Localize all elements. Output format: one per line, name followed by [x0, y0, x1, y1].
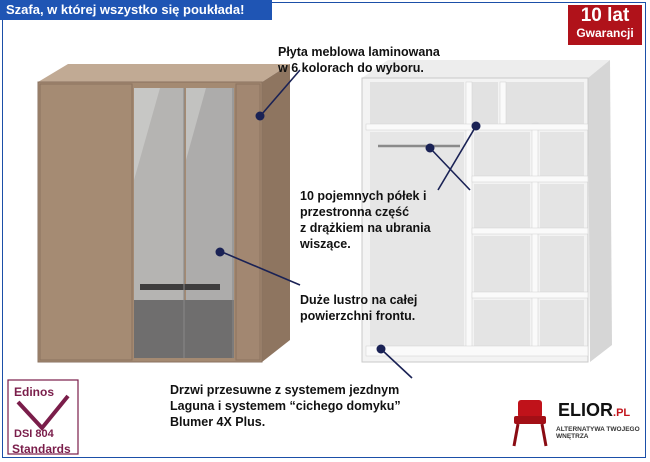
- edinos-brand: Edinos: [14, 385, 55, 399]
- warranty-label: Gwarancji: [576, 26, 634, 40]
- white-side: [588, 60, 612, 362]
- standards-label: Standards: [12, 442, 71, 456]
- dsi-text: DSI: [14, 428, 33, 440]
- callout-laminate: Płyta meblowa laminowana w 6 kolorach do wyboru.: [278, 45, 440, 75]
- headline-banner: Szafa, w której wszystko się poukłada!: [0, 0, 272, 20]
- dsi-label: [14, 428, 54, 440]
- chair-icon: [514, 400, 546, 446]
- right-wood-panel: [236, 84, 260, 360]
- warranty-badge: [568, 5, 642, 45]
- white-base: [366, 346, 588, 356]
- elior-tagline: ALTERNATYWA TWOJEGO WNĘTRZA: [556, 426, 640, 440]
- left-wood-panel: [40, 84, 132, 360]
- warranty-years: 10 lat: [580, 5, 630, 26]
- elior-suffix: .PL: [613, 407, 631, 419]
- dsi-number: 804: [35, 428, 54, 440]
- callout-shelves: 10 pojemnych półek i przestronna część z drążkiem na ubrania wiszące.: [300, 189, 431, 251]
- wardrobe-top: [38, 64, 290, 82]
- callout-mirror: Duże lustro na całej powierzchni frontu.: [300, 293, 418, 323]
- callout-doors: Drzwi przesuwne z systemem jezdnym Laguna i systemem “cichego domyku” Blumer 4X Plus.: [170, 383, 401, 429]
- elior-name: ELIOR: [558, 400, 614, 420]
- wardrobe-closed: [38, 64, 290, 362]
- elior-logo: [558, 400, 630, 421]
- mirror-reflection-table: [140, 284, 220, 290]
